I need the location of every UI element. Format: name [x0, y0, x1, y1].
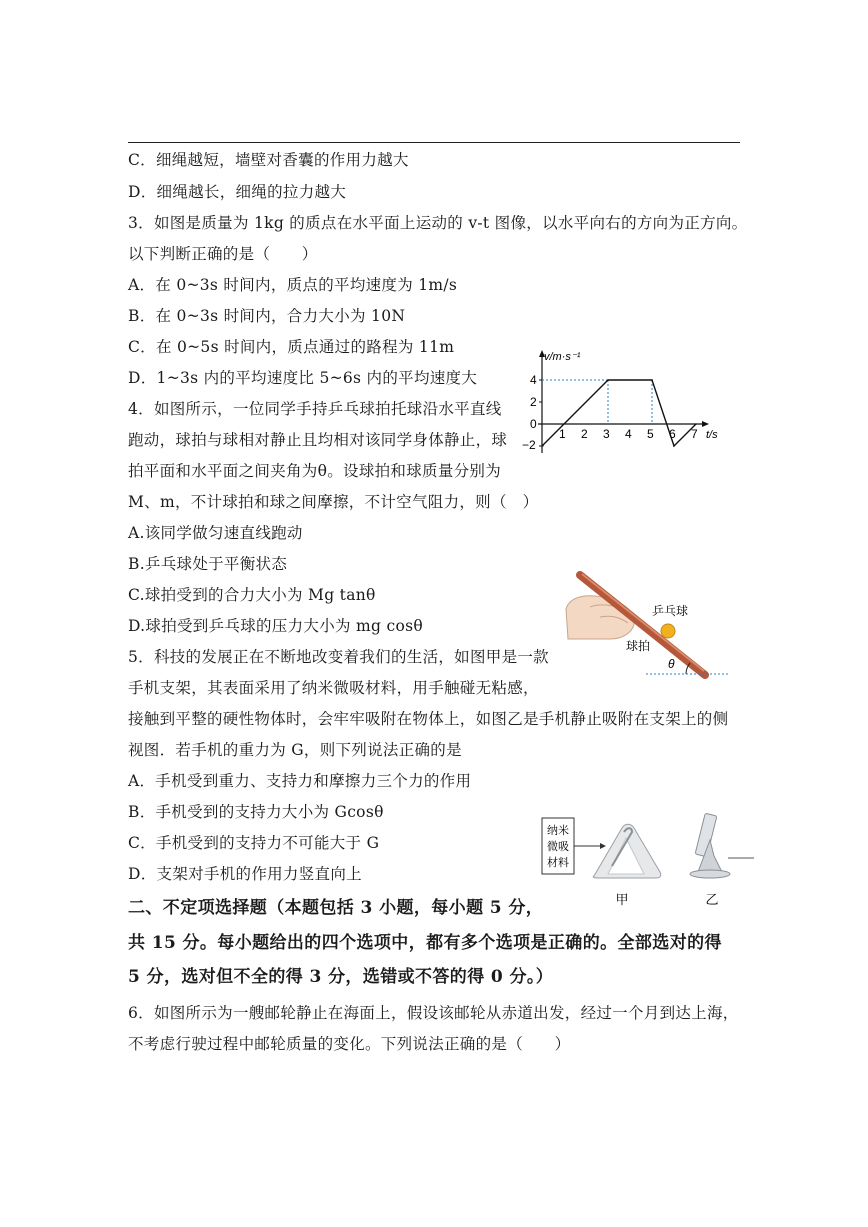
q2-option-c: C．细绳越短，墙壁对香囊的作用力越大: [128, 151, 409, 169]
section2-heading-line1: 二、不定项选择题（本题包括 3 小题，每小题 5 分，: [128, 898, 544, 918]
header-rule: [128, 142, 740, 143]
vt-x-axis-arrow: [702, 421, 709, 427]
caption-jia: 甲: [615, 892, 629, 907]
material-label-line3: 材料: [547, 857, 569, 869]
q3-option-a: A．在 0~3s 时间内，质点的平均速度为 1m/s: [128, 276, 458, 294]
q4-stem-line4: M、m，不计球拍和球之间摩擦，不计空气阻力，则（ ）: [128, 493, 539, 511]
vt-x-tick-6: 6: [669, 427, 676, 441]
phone-stand-figure: [532, 810, 757, 915]
vt-x-axis-label: t/s: [706, 429, 718, 441]
ping-pong-ball: [661, 624, 675, 638]
q3-stem-line2: 以下判断正确的是（ ）: [128, 245, 318, 263]
vt-y-tick-2: 2: [530, 395, 537, 409]
vt-y-tick-0: 0: [530, 417, 537, 431]
q3-option-c: C．在 0~5s 时间内，质点通过的路程为 11m: [128, 338, 455, 356]
vt-data-point: [607, 379, 609, 381]
q5-option-d: D．支架对手机的作用力竖直向上: [128, 865, 362, 883]
q4-stem-line3: 拍平面和水平面之间夹角为θ。设球拍和球质量分别为: [128, 462, 502, 480]
vt-data-point: [651, 379, 653, 381]
vt-x-tick-7: 7: [691, 427, 698, 441]
vt-x-tick-5: 5: [647, 427, 654, 441]
q4-stem-line1: 4．如图所示，一位同学手持乒乓球拍托球沿水平直线: [128, 400, 502, 418]
q5-option-c: C．手机受到的支持力不可能大于 G: [128, 834, 380, 852]
vt-graph: [520, 345, 730, 460]
material-pointer-arrow: [600, 843, 606, 849]
vt-x-tick-3: 3: [603, 427, 610, 441]
q6-stem-line2: 不考虑行驶过程中邮轮质量的变化。下列说法正确的是（ ）: [128, 1035, 571, 1053]
q2-option-d: D．细绳越长，细绳的拉力越大: [128, 183, 347, 201]
vt-data-point: [673, 445, 675, 447]
q5-stem-line2: 手机支架，其表面采用了纳米微吸材料，用手触碰无粘感，: [128, 679, 539, 697]
q5-stem-line1: 5．科技的发展正在不断地改变着我们的生活，如图甲是一款: [128, 648, 549, 666]
vt-y-axis-label: v/m·s⁻¹: [544, 351, 581, 363]
ball-label: 乒乓球: [652, 604, 689, 618]
q4-option-d: D.球拍受到乒乓球的压力大小为 mg cosθ: [128, 617, 423, 635]
paddle-label: 球拍: [626, 639, 651, 653]
paddle-figure: [560, 565, 730, 680]
q5-stem-line3: 接触到平整的硬性物体时，会牢牢吸附在物体上，如图乙是手机静止吸附在支架上的侧: [128, 710, 729, 728]
material-label-line2: 微吸: [547, 841, 569, 853]
q4-option-a: A.该同学做匀速直线跑动: [128, 524, 303, 542]
material-label-line1: 纳米: [547, 825, 569, 837]
vt-x-tick-1: 1: [559, 427, 566, 441]
q3-option-d: D．1~3s 内的平均速度比 5~6s 内的平均速度大: [128, 369, 478, 387]
q6-stem-line1: 6．如图所示为一艘邮轮静止在海面上，假设该邮轮从赤道出发，经过一个月到达上海，: [128, 1004, 739, 1022]
vt-y-tick-4: 4: [530, 373, 537, 387]
q5-stem-line4: 视图．若手机的重力为 G，则下列说法正确的是: [128, 741, 462, 759]
vt-x-tick-4: 4: [625, 427, 632, 441]
vt-data-point: [695, 423, 697, 425]
stand-b-base: [690, 870, 730, 878]
q5-option-b: B．手机受到的支持力大小为 Gcosθ: [128, 803, 384, 821]
q4-option-b: B.乒乓球处于平衡状态: [128, 555, 288, 573]
q5-option-a: A．手机受到重力、支持力和摩擦力三个力的作用: [128, 772, 472, 790]
section2-heading-line3: 5 分，选对但不全的得 3 分，选错或不答的得 0 分。）: [128, 967, 554, 987]
q4-option-c: C.球拍受到的合力大小为 Mg tanθ: [128, 586, 376, 604]
caption-yi: 乙: [705, 892, 719, 907]
q3-stem-line1: 3．如图是质量为 1kg 的质点在水平面上运动的 v-t 图像，以水平向右的方向为正方向。: [128, 214, 748, 232]
q4-stem-line2: 跑动，球拍与球相对静止且均相对该同学身体静止，球: [128, 431, 508, 449]
vt-data-point: [541, 445, 543, 447]
vt-x-tick-2: 2: [581, 427, 588, 441]
angle-theta-label: θ: [668, 657, 675, 671]
q3-option-b: B．在 0~3s 时间内，合力大小为 10N: [128, 307, 406, 325]
section2-heading-line2: 共 15 分。每小题给出的四个选项中，都有多个选项是正确的。全部选对的得: [128, 933, 722, 953]
vt-y-tick-neg2: −2: [522, 438, 536, 452]
